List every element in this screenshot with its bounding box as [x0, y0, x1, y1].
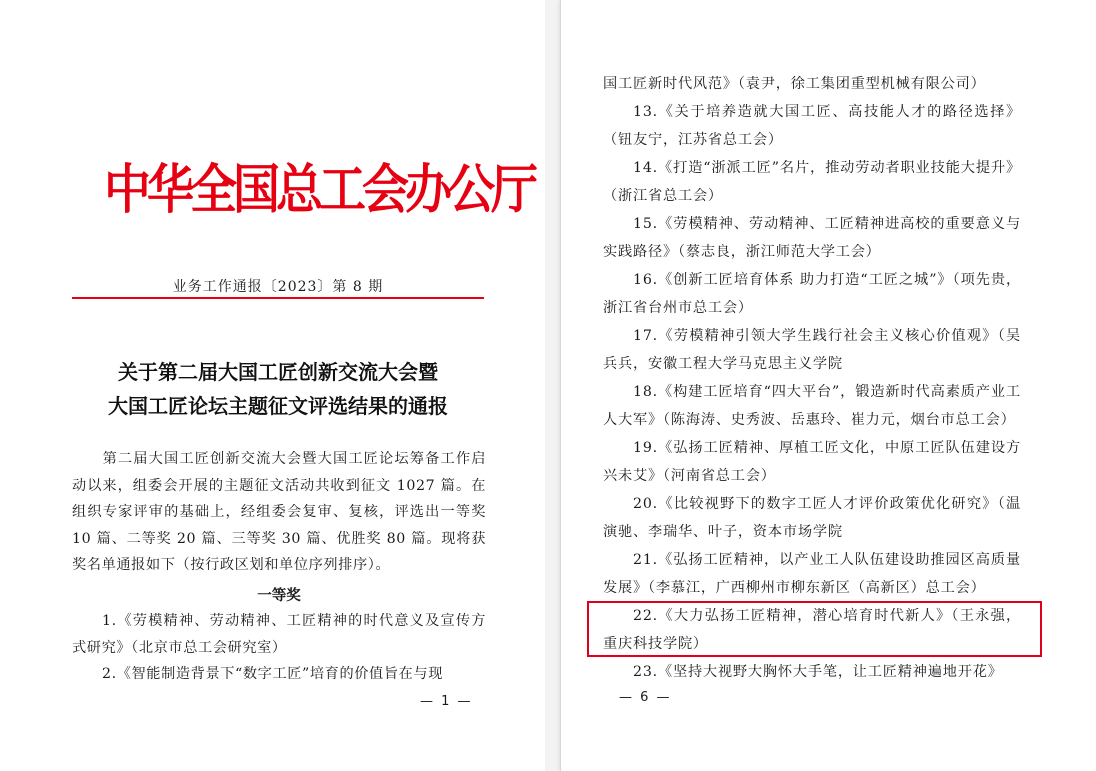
award-entry-text: 19.《弘扬工匠精神、厚植工匠文化，中原工匠队伍建设方兴未艾》（河南省总工会）	[603, 440, 1021, 484]
award-entry-text: 23.《坚持大视野大胸怀大手笔，让工匠精神遍地开花》	[633, 664, 1003, 680]
award-entry	[603, 658, 1021, 686]
document-title-line-2: 大国工匠论坛主题征文评选结果的通报	[108, 394, 448, 418]
award-entry	[603, 434, 1021, 490]
award-entry-text: 17.《劳模精神引领大学生践行社会主义核心价值观》（吴兵兵，安徽工程大学马克思主义学院	[603, 328, 1021, 372]
award-entry	[603, 266, 1021, 322]
issue-line: 业务工作通报〔2023〕第 8 期	[172, 279, 384, 295]
award-entry-text: 16.《创新工匠培育体系 助力打造“工匠之城”》（项先贵，浙江省台州市总工会）	[603, 272, 1021, 316]
award-entry-text: 22.《大力弘扬工匠精神，潜心培育时代新人》（王永强，重庆科技学院）	[603, 608, 1021, 652]
award-entry	[603, 490, 1021, 546]
award-entry	[603, 154, 1021, 210]
award-entry	[72, 608, 486, 661]
first-prize-heading: 一等奖	[257, 587, 301, 604]
page-number: — 1 —	[420, 694, 473, 709]
award-entry	[72, 661, 486, 688]
award-entry-text: 21.《弘扬工匠精神，以产业工人队伍建设助推园区高质量发展》（李慕江，广西柳州市柳东新区（高新区）总工会）	[603, 552, 1021, 596]
award-entry-text: 18.《构建工匠培育“四大平台”，锻造新时代高素质产业工人大军》（陈海涛、史秀波、岳惠玲、崔力元，烟台市总工会）	[603, 384, 1021, 428]
award-entry-text: 13.《关于培养造就大国工匠、高技能人才的路径选择》（钮友宁，江苏省总工会）	[603, 104, 1021, 148]
page-gap	[545, 0, 560, 771]
red-rule-divider	[72, 297, 484, 299]
masthead: 中华全国总工会办公厅	[104, 159, 534, 221]
intro-paragraph	[72, 446, 486, 579]
award-entry-text: 15.《劳模精神、劳动精神、工匠精神进高校的重要意义与实践路径》（蔡志良，浙江师范大学工会）	[603, 216, 1021, 260]
page-number: — 6 —	[619, 690, 672, 705]
award-entry	[603, 546, 1021, 602]
highlight-box	[587, 601, 1042, 657]
award-entry	[603, 322, 1021, 378]
award-entry-text: 1.《劳模精神、劳动精神、工匠精神的时代意义及宣传方式研究》（北京市总工会研究室）	[72, 613, 486, 656]
award-entry-text: 国工匠新时代风范》（袁尹，徐工集团重型机械有限公司）	[603, 76, 986, 92]
award-entry	[603, 210, 1021, 266]
award-entries-list	[603, 70, 1021, 686]
award-entry	[603, 70, 1021, 98]
intro-paragraph-text: 第二届大国工匠创新交流大会暨大国工匠论坛筹备工作启动以来，组委会开展的主题征文活动共收到征文 1027 篇。在组织专家评审的基础上，经组委会复审、复核，评选出一等奖 10 篇、二等奖 20 篇、三等奖 30 篇、优胜奖 80 篇。现将获奖名单通报如下（按行政区划和单位序列排序）。	[72, 451, 486, 573]
document-title-line-1: 关于第二届大国工匠创新交流大会暨	[118, 360, 438, 384]
award-entry	[603, 98, 1021, 154]
document-page-1	[0, 0, 545, 771]
award-entry-text: 20.《比较视野下的数字工匠人才评价政策优化研究》（温演驰、李瑞华、叶子，资本市场学院	[603, 496, 1021, 540]
award-entry-text: 2.《智能制造背景下“数字工匠”培育的价值旨在与现	[102, 666, 443, 682]
award-entry	[603, 378, 1021, 434]
award-entry-text: 14.《打造“浙派工匠”名片，推动劳动者职业技能大提升》（浙江省总工会）	[603, 160, 1021, 204]
